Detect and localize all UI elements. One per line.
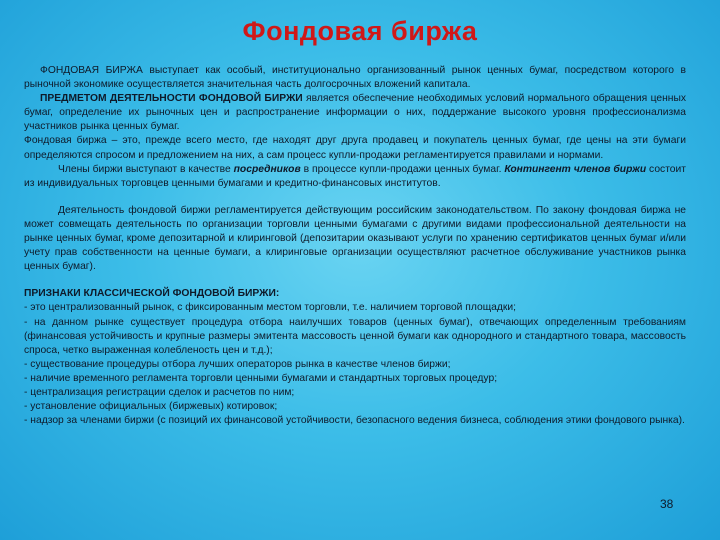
paragraph-marketplace: Фондовая биржа – это, прежде всего место, где находят друг друга продавец и покупатель ценных бумаг, где цены на эти бумаги определяются спросом и предложением на них, а сам процесс купли-продажи регламентируется правилами и нормами. (24, 135, 686, 161)
list-item: - это централизованный рынок, с фиксированным местом торговли, т.е. наличием торговой площадки; (24, 302, 517, 314)
term-subject-of-activity: ПРЕДМЕТОМ ДЕЯТЕЛЬНОСТИ ФОНДОВОЙ БИРЖИ (40, 93, 303, 105)
list-item: - централизация регистрации сделок и расчетов по ним; (24, 386, 295, 398)
features-heading: ПРИЗНАКИ КЛАССИЧЕСКОЙ ФОНДОВОЙ БИРЖИ: (24, 288, 280, 300)
slide-body (24, 64, 686, 428)
subject-text: является обеспечение необходимых условий нормального обращения ценных бумаг, определение их рыночных цен и распространение информации о них, поддержание высокого уровня профессионализма участников рынка ценных бумаг. (24, 93, 686, 133)
list-item: - существование процедуры отбора лучших операторов рынка в качестве членов биржи; (24, 358, 451, 370)
definition-text: выступает как особый, институционально организованный рынок ценных бумаг, посредством которого в рыночной экономике осуществляется значительная часть долгосрочных вложений капитала. (24, 65, 687, 91)
paragraph-subject (24, 92, 686, 134)
features-list (24, 301, 686, 428)
term-member-contingent: Контингент членов биржи (504, 163, 647, 175)
members-text-3: состоит из индивидуальных торговцев ценными бумагами и кредитно-финансовых институтов. (24, 163, 686, 189)
paragraph-definition (24, 64, 686, 92)
list-item: - установление официальных (биржевых) котировок; (24, 401, 278, 413)
members-text-2: в процессе купли-продажи ценных бумаг. (300, 163, 505, 175)
page-number: 38 (660, 497, 674, 511)
list-item: - надзор за членами биржи (с позиций их финансовой устойчивости, безопасного ведения бизнеса, соблюдения этики фондового рынка). (24, 415, 685, 427)
list-item: - на данном рынке существует процедура отбора наилучших товаров (ценных бумаг), отвечающих определенным требованиям (финансовая устойчивость и крупные размеры эмитента массовость ценной бумаги как однородного и стандартного товара, массовость спроса, четко выраженная колебленость цен и т.д.); (24, 316, 686, 356)
paragraph-regulation: Деятельность фондовой биржи регламентируется действующим российским законодательством. По закону фондовая биржа не может совмещать деятельность по организации торговли ценными бумагами с другими видами профессиональной деятельности на рынке ценных бумаг, кроме депозитарной и клиринговой (депозитарии оказывают услуги по хранению сертификатов ценных бумаг и/или учету прав собственности на ценные бумаги, а клиринговые организации осуществляют расчетное обслуживание участников рынка ценных бумаг). (24, 204, 686, 273)
list-item: - наличие временного регламента торговли ценными бумагами и стандартных торговых процедур; (24, 372, 498, 384)
paragraph-members (24, 163, 686, 191)
term-intermediaries: посредников (233, 163, 301, 175)
members-text-1: Члены биржи выступают в качестве (58, 163, 234, 175)
slide-title: Фондовая биржа (242, 16, 478, 46)
term-stock-exchange: ФОНДОВАЯ БИРЖА (40, 65, 143, 76)
